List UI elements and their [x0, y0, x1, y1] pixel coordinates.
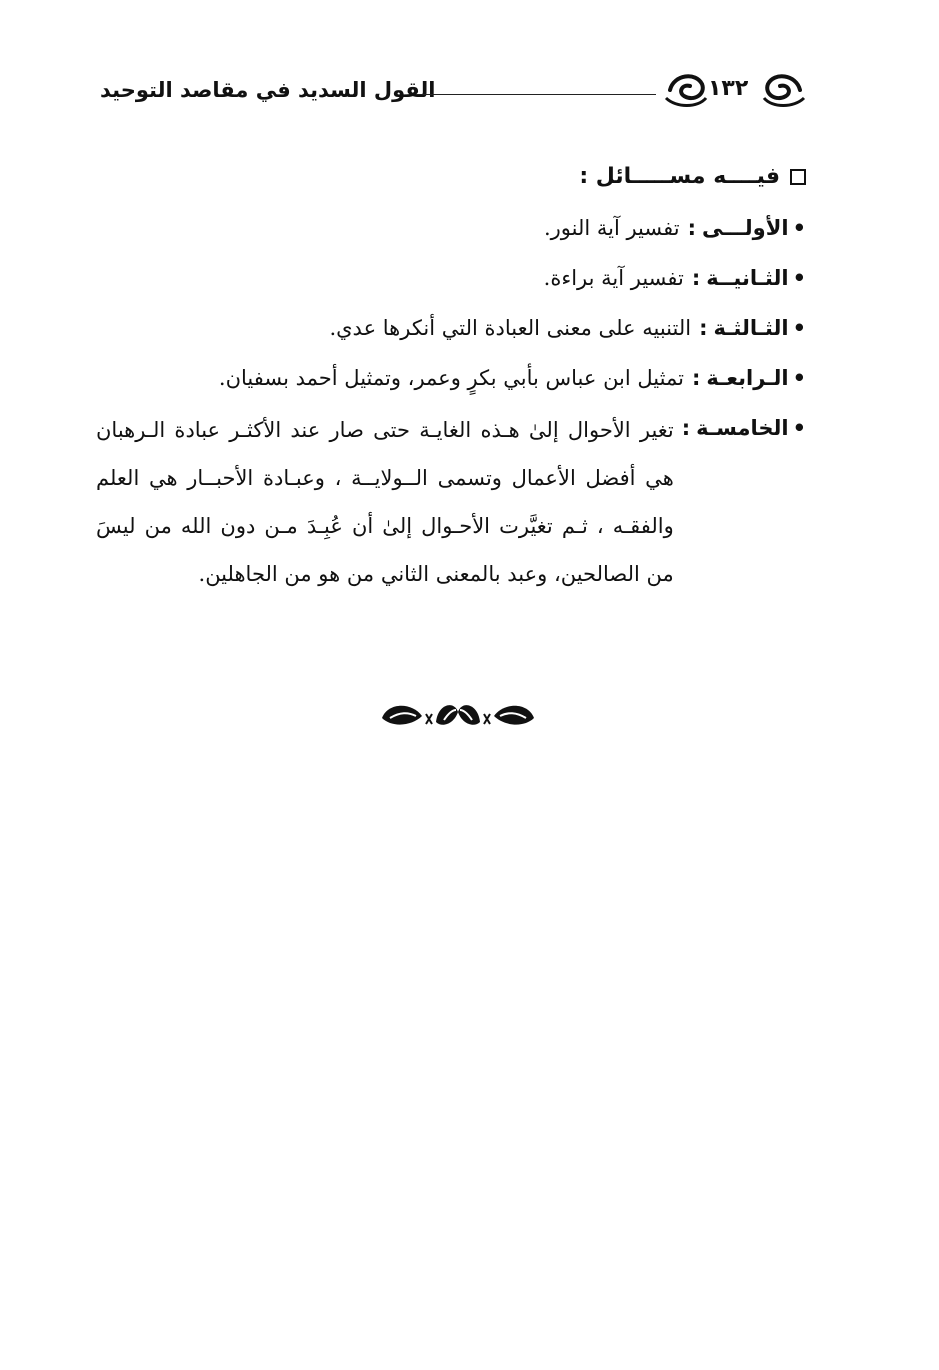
square-bullet-icon — [790, 169, 806, 185]
bullet-dot-icon: • — [792, 316, 806, 340]
issue-text: التنبيه على معنى العبادة التي أنكرها عدي. — [329, 316, 692, 340]
issue-label: •الخامسـة: — [681, 416, 806, 440]
list-item — [96, 406, 806, 598]
bullet-dot-icon: • — [792, 266, 806, 290]
issue-label: •الـرابعـة: — [691, 366, 806, 390]
issues-list — [96, 206, 806, 604]
list-item — [96, 306, 806, 350]
issue-text: تفسير آية براءة. — [543, 266, 684, 290]
bullet-dot-icon: • — [792, 366, 806, 390]
section-heading-text: فيــــه مســـــائل : — [579, 164, 780, 189]
list-item — [96, 356, 806, 400]
bullet-dot-icon: • — [792, 416, 806, 440]
page-header — [100, 68, 810, 118]
issue-text: تمثيل ابن عباس بأبي بكرٍ وعمر، وتمثيل أحمد بسفيان. — [218, 366, 684, 390]
issue-text: تغير الأحوال إلىٰ هـذه الغايـة حتى صار عند الأكثـر عبادة الـرهبان هي أفضل الأعمال وتسمى الــولايــة ، وعبـادة الأحبــار هي العلم والفقـه ، ثـم تغيَّرت الأحـوال إلىٰ أن عُبِـدَ مـن دون الله من ليسَ من الصالحين، وعبد بالمعنى الثاني من هو من الجاهلين. — [96, 418, 674, 586]
issue-label: •الأولـــى: — [687, 216, 806, 240]
issue-text: تفسير آية النور. — [543, 216, 680, 240]
page-number: ١٣٢ — [708, 76, 749, 101]
list-item — [96, 256, 806, 300]
list-item — [96, 206, 806, 250]
issue-label: •الثـالثـة: — [699, 316, 806, 340]
section-heading — [579, 164, 806, 189]
running-title: القول السديد في مقاصد التوحيد — [100, 78, 436, 102]
page-number-frame — [660, 68, 810, 112]
issue-label: •الثـانيــة: — [691, 266, 806, 290]
leaf-ornament-icon — [378, 696, 538, 732]
bullet-dot-icon: • — [792, 216, 806, 240]
header-rule — [416, 94, 656, 95]
